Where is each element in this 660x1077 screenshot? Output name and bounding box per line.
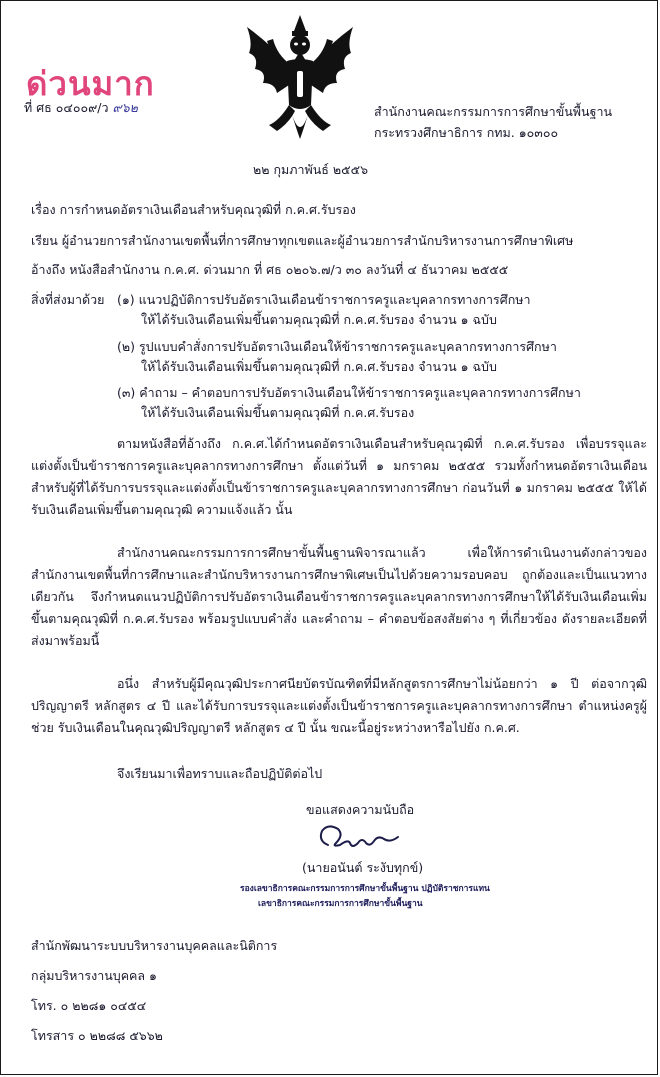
body-paragraph-2-text: สำนักงานคณะกรรมการการศึกษาขั้นพื้นฐานพิจารณาแล้ว เพื่อให้การดำเนินงานดังกล่าวของสำนักงานเขตพื้นที่การศึกษาและสำนักบริหารงานการศึกษาพิเศษเป็นไปด้วยความรอบคอบ ถูกต้องและเป็นแนวทางเดียวกัน จึงกำหนดแนวปฏิบัติการปรับอัตราเงินเดือนข้าราชการครูและบุคลากรทางการศึกษาให้ได้รับเงินเดือนเพิ่มขึ้นตามคุณวุฒิที่ ก.ค.ศ.รับรอง พร้อมรูปแบบคำสั่ง และคำถาม – คำตอบข้อสงสัยต่าง ๆ ที่เกี่ยวข้อง ดังรายละเอียดที่ส่งมาพร้อมนี้: [31, 545, 647, 648]
enclosure-3-line2: ให้ได้รับเงินเดือนเพิ่มขึ้นตามคุณวุฒิที่ ก.ค.ศ.รับรอง: [141, 405, 415, 420]
handwritten-signature: [314, 821, 404, 857]
body-paragraph-1: [31, 433, 647, 521]
office-address: กระทรวงศึกษาธิการ กทม. ๑๐๓๐๐: [374, 125, 559, 140]
subject-line: เรื่อง การกำหนดอัตราเงินเดือนสำหรับคุณวุฒิที่ ก.ค.ศ.รับรอง: [31, 202, 356, 217]
document-number-printed: ที่ ศธ ๐๔๐๐๙/ว: [24, 100, 109, 115]
document-number: [24, 99, 138, 117]
recipient-line: เรียน ผู้อำนวยการสำนักงานเขตพื้นที่การศึกษาทุกเขตและผู้อำนวยการสำนักบริหารงานการศึกษาพิเศษ: [31, 233, 574, 248]
document-date: ๒๒ กุมภาพันธ์ ๒๕๕๖: [253, 162, 369, 177]
signatory-name: (นายอนันต์ ระงับทุกข์): [302, 860, 424, 875]
enclosure-1-line1: (๑) แนวปฏิบัติการปรับอัตราเงินเดือนข้าราชการครูและบุคลากรทางการศึกษา: [117, 292, 531, 307]
body-paragraph-3-text: อนึ่ง สำหรับผู้มีคุณวุฒิประกาศนียบัตรบัณฑิตที่มีหลักสูตรการศึกษาไม่น้อยกว่า ๑ ปี ต่อจากวุฒิปริญญาตรี หลักสูตร ๔ ปี และได้รับการบรรจุและแต่งตั้งเป็นข้าราชการครูและบุคลากรทางการศึกษา ตำแหน่งครูผู้ช่วย รับเงินเดือนในคุณวุฒิปริญญาตรี หลักสูตร ๔ ปี นั้น ขณะนี้อยู่ระหว่างหารือไปยัง ก.ค.ศ.: [31, 676, 647, 735]
respect-line: ขอแสดงความนับถือ: [306, 802, 415, 817]
enclosure-3-line1: (๓) คำถาม – คำตอบการปรับอัตราเงินเดือนให้ข้าราชการครูและบุคลากรทางการศึกษา: [117, 385, 581, 400]
signatory-position-2: เลขาธิการคณะกรรมการการศึกษาขั้นพื้นฐาน: [258, 899, 423, 909]
document-number-handwritten: ๙๖๒: [112, 100, 138, 115]
body-paragraph-2: [31, 542, 647, 652]
closing-line: จึงเรียนมาเพื่อทราบและถือปฏิบัติต่อไป: [117, 766, 323, 781]
enclosure-2-line1: (๒) รูปแบบคำสั่งการปรับอัตราเงินเดือนให้ข้าราชการครูและบุคลากรทางการศึกษา: [117, 339, 557, 354]
signatory-position-1: รองเลขาธิการคณะกรรมการการศึกษาขั้นพื้นฐาน ปฏิบัติราชการแทน: [240, 884, 490, 894]
urgency-stamp: ด่วนมาก: [26, 64, 155, 103]
garuda-emblem-icon: [239, 13, 361, 145]
reference-line: อ้างถึง หนังสือสำนักงาน ก.ค.ศ. ด่วนมาก ที่ ศธ ๐๒๐๖.๗/ว ๓๐ ลงวันที่ ๔ ธันวาคม ๒๕๕๕: [31, 262, 509, 277]
enclosures-label: สิ่งที่ส่งมาด้วย: [31, 292, 105, 307]
footer-group: กลุ่มบริหารงานบุคคล ๑: [31, 968, 157, 983]
body-paragraph-3: [31, 673, 647, 739]
footer-phone: โทร. ๐ ๒๒๘๑ ๐๔๕๔: [31, 998, 147, 1013]
footer-unit: สำนักพัฒนาระบบบริหารงานบุคคลและนิติการ: [31, 938, 278, 953]
footer-contact: [31, 931, 277, 1051]
enclosure-2-line2: ให้ได้รับเงินเดือนเพิ่มขึ้นตามคุณวุฒิที่ ก.ค.ศ.รับรอง จำนวน ๑ ฉบับ: [141, 359, 497, 374]
body-paragraph-1-text: ตามหนังสือที่อ้างถึง ก.ค.ศ.ได้กำหนดอัตราเงินเดือนสำหรับคุณวุฒิที่ ก.ค.ศ.รับรอง เพื่อบรรจุและแต่งตั้งเป็นข้าราชการครูและบุคลากรทางการศึกษา ตั้งแต่วันที่ ๑ มกราคม ๒๕๕๕ รวมทั้งกำหนดอัตราเงินเดือนสำหรับผู้ที่ได้รับการบรรจุและแต่งตั้งเป็นข้าราชการครูและบุคลากรทางการศึกษา ก่อนวันที่ ๑ มกราคม ๒๕๕๕ ให้ได้รับเงินเดือนเพิ่มขึ้นตามคุณวุฒิ ความแจ้งแล้ว นั้น: [31, 436, 647, 517]
issuing-office: [374, 101, 612, 143]
footer-fax: โทรสาร ๐ ๒๒๘๘ ๕๖๖๒: [31, 1028, 163, 1043]
enclosure-1-line2: ให้ได้รับเงินเดือนเพิ่มขึ้นตามคุณวุฒิที่ ก.ค.ศ.รับรอง จำนวน ๑ ฉบับ: [141, 312, 497, 327]
office-name: สำนักงานคณะกรรมการการศึกษาขั้นพื้นฐาน: [374, 104, 613, 119]
